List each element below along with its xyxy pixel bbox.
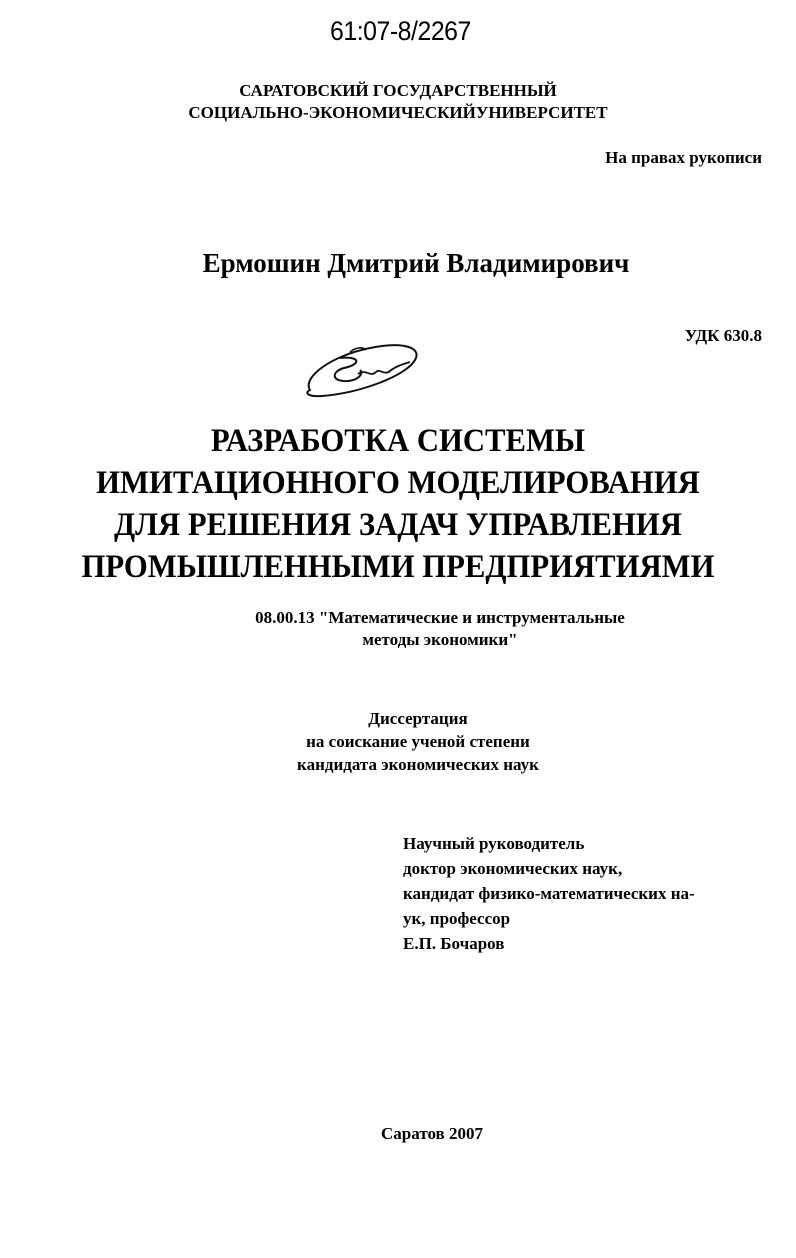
specialty-line-2: методы экономики" [362, 630, 518, 649]
title-line-3: ДЛЯ РЕШЕНИЯ ЗАДАЧ УПРАВЛЕНИЯ [114, 507, 682, 543]
specialty [42, 607, 796, 651]
advisor-line-5: Е.П. Бочаров [403, 934, 505, 953]
dissertation-title [28, 420, 768, 588]
udc-code: УДК 630.8 [684, 326, 762, 345]
signature-mark [300, 338, 425, 403]
degree-line-1: Диссертация [368, 709, 468, 728]
title-line-4: ПРОМЫШЛЕННЫМИ ПРЕДПРИЯТИЯМИ [81, 549, 715, 585]
university-name [0, 80, 796, 124]
author-name: Ермошин Дмитрий Владимирович [202, 248, 630, 278]
scientific-advisor [403, 831, 695, 956]
advisor-line-3: кандидат физико-математических на- [403, 884, 695, 903]
advisor-line-2: доктор экономических наук, [403, 859, 623, 878]
manuscript-note: На правах рукописи [605, 148, 762, 167]
degree-line-3: кандидата экономических наук [297, 755, 539, 774]
university-line-2: СОЦИАЛЬНО-ЭКОНОМИЧЕСКИЙУНИВЕРСИТЕТ [188, 103, 608, 122]
degree-statement [20, 707, 796, 776]
degree-line-2: на соискание ученой степени [306, 732, 530, 751]
advisor-line-1: Научный руководитель [403, 834, 585, 853]
title-line-1: РАЗРАБОТКА СИСТЕМЫ [210, 423, 586, 459]
title-line-2: ИМИТАЦИОННОГО МОДЕЛИРОВАНИЯ [96, 465, 700, 501]
university-line-1: САРАТОВСКИЙ ГОСУДАРСТВЕННЫЙ [239, 81, 557, 100]
specialty-line-1: 08.00.13 "Математические и инструментальные [255, 608, 625, 627]
registry-code: 61:07-8/2267 [330, 16, 471, 46]
advisor-line-4: ук, профессор [403, 909, 511, 928]
city-year: Саратов 2007 [381, 1124, 483, 1143]
